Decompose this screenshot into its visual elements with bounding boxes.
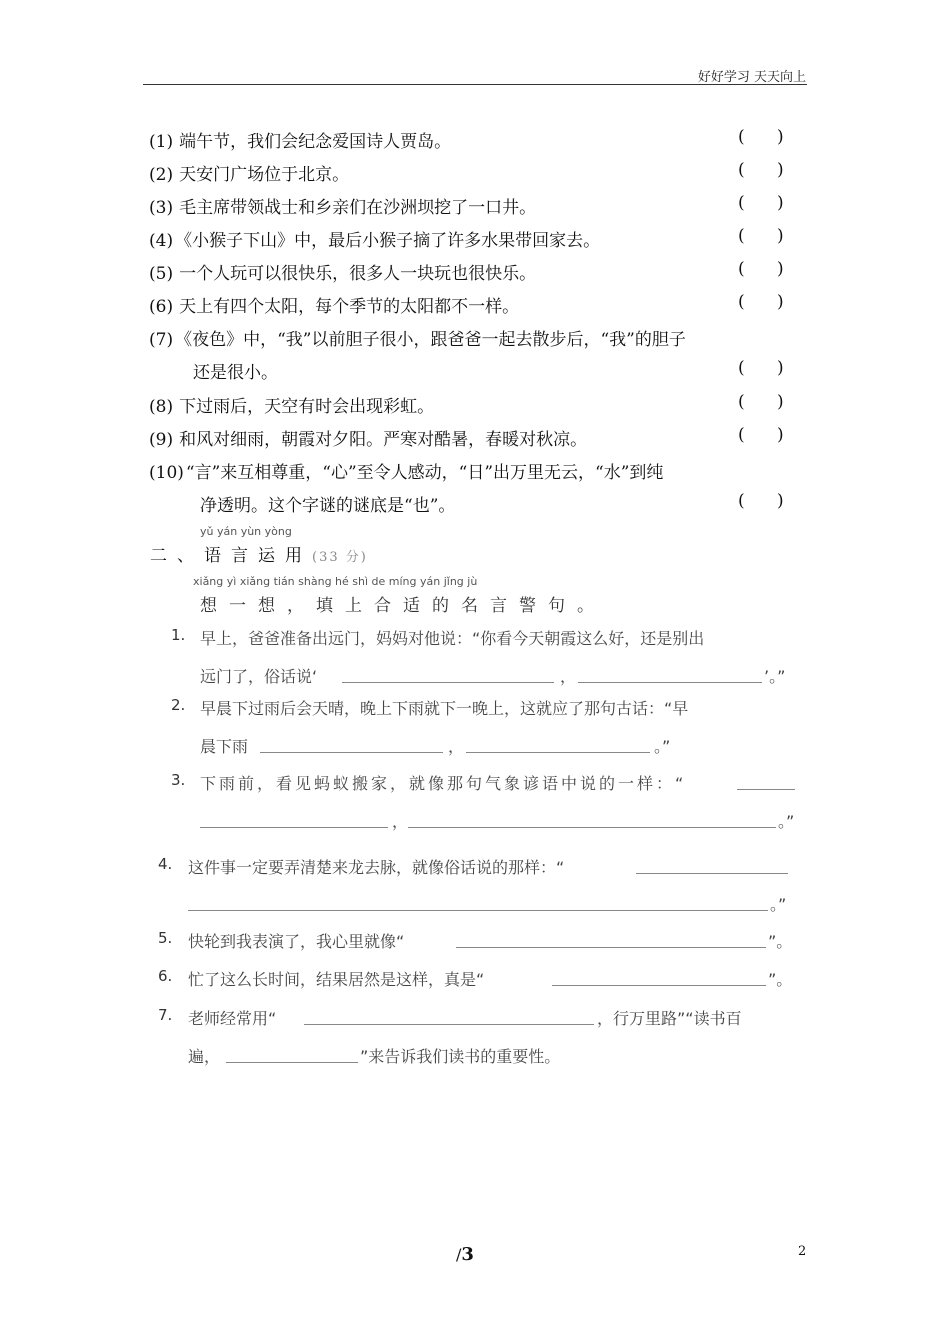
- answer-bracket[interactable]: ( ): [738, 358, 784, 378]
- answer-bracket[interactable]: ( ): [738, 392, 784, 412]
- tf-item-3: (3) 毛主席带领战士和乡亲们在沙洲坝挖了一口井。: [149, 198, 537, 218]
- q2-blank-1[interactable]: [260, 752, 443, 753]
- tf-item-10-continued: 净透明。这个字谜的谜底是“也”。: [200, 496, 456, 516]
- question-number: 1.: [171, 626, 186, 644]
- header-motto: 好好学习 天天向上: [697, 70, 806, 85]
- q1-end: ’。”: [764, 667, 786, 686]
- q2-end: 。”: [654, 737, 671, 756]
- question-number: 5.: [158, 929, 173, 947]
- tf-item-10: (10) “言”来互相尊重，“心”至令人感动，“日”出万里无云，“水”到纯: [149, 463, 664, 483]
- q5-end: ”。: [768, 932, 793, 951]
- page-number: 2: [798, 1244, 807, 1259]
- q6-text: 忙了这么长时间，结果居然是这样，真是“: [188, 970, 485, 989]
- answer-bracket[interactable]: ( ): [738, 491, 784, 511]
- tf-item-4: (4) 《小猴子下山》中，最后小猴子摘了许多水果带回家去。: [149, 231, 601, 251]
- q1-prefix: 远门了，俗话说‘: [200, 667, 318, 686]
- section-title-pinyin: yǔ yán yùn yòng: [200, 525, 292, 538]
- answer-bracket[interactable]: ( ): [738, 259, 784, 279]
- q3-blank-2[interactable]: [408, 827, 776, 828]
- tf-item-7: (7) 《夜色》中，“我”以前胆子很小，跟爸爸一起去散步后，“我”的胆子: [149, 330, 686, 350]
- q3-end: 。”: [778, 812, 795, 831]
- tf-item-9: (9) 和风对细雨，朝霞对夕阳。严寒对酷暑，春暖对秋凉。: [149, 430, 588, 450]
- q6-end: ”。: [768, 970, 793, 989]
- q7-prefix-2: 遍，: [188, 1047, 221, 1066]
- q4-blank-1a[interactable]: [636, 873, 788, 874]
- q1-text: 早上，爸爸准备出远门，妈妈对他说：“你看今天朝霞这么好，还是别出: [200, 629, 705, 648]
- q1-comma: ，: [560, 667, 577, 686]
- answer-bracket[interactable]: ( ): [738, 160, 784, 180]
- answer-bracket[interactable]: ( ): [738, 292, 784, 312]
- q3-text: 下雨前，看见蚂蚁搬家，就像那句气象谚语中说的一样：“: [200, 774, 687, 793]
- q4-text: 这件事一定要弄清楚来龙去脉，就像俗话说的那样：“: [188, 858, 565, 877]
- subsection-title: 想一想，填上合适的名言警句。: [200, 596, 606, 616]
- tf-item-5: (5) 一个人玩可以很快乐，很多人一块玩也很快乐。: [149, 264, 537, 284]
- tf-item-1: (1) 端午节，我们会纪念爱国诗人贾岛。: [149, 132, 452, 152]
- tf-item-8: (8) 下过雨后，天空有时会出现彩虹。: [149, 397, 435, 417]
- question-number: 6.: [158, 967, 173, 985]
- answer-bracket[interactable]: ( ): [738, 226, 784, 246]
- question-number: 4.: [158, 855, 173, 873]
- q7-middle: ，行万里路”“读书百: [597, 1009, 742, 1028]
- q2-text: 早晨下过雨后会天晴，晚上下雨就下一晚上，这就应了那句古话：“早: [200, 699, 689, 718]
- q6-blank[interactable]: [552, 985, 766, 986]
- tf-item-6: (6) 天上有四个太阳，每个季节的太阳都不一样。: [149, 297, 520, 317]
- q3-blank-1a[interactable]: [737, 789, 795, 790]
- q1-blank-1[interactable]: [342, 682, 554, 683]
- q3-comma: ，: [392, 812, 409, 831]
- section-title: 二、语言运用(33 分): [150, 546, 368, 566]
- q2-comma: ，: [448, 737, 465, 756]
- question-number: 3.: [171, 771, 186, 789]
- q4-blank-1b[interactable]: [188, 910, 768, 911]
- question-number: 7.: [158, 1006, 173, 1024]
- q7-blank-2[interactable]: [226, 1062, 358, 1063]
- q5-text: 快轮到我表演了，我心里就像“: [188, 932, 405, 951]
- q7-prefix: 老师经常用“: [188, 1009, 277, 1028]
- subsection-title-pinyin: xiǎng yì xiǎng tián shàng hé shì de míng yán jǐng jù: [193, 575, 478, 588]
- q1-blank-2[interactable]: [578, 682, 762, 683]
- q5-blank[interactable]: [456, 947, 766, 948]
- answer-bracket[interactable]: ( ): [738, 425, 784, 445]
- q2-blank-2[interactable]: [466, 752, 650, 753]
- tf-item-2: (2) 天安门广场位于北京。: [149, 165, 350, 185]
- q7-end: ”来告诉我们读书的重要性。: [360, 1047, 561, 1066]
- question-number: 2.: [171, 696, 186, 714]
- header-divider: [143, 84, 807, 85]
- q2-prefix: 晨下雨: [200, 737, 249, 756]
- q4-end: 。”: [770, 895, 787, 914]
- section-score: (33 分): [312, 550, 368, 565]
- q3-blank-1b[interactable]: [200, 827, 388, 828]
- tf-item-7-continued: 还是很小。: [193, 363, 278, 383]
- answer-bracket[interactable]: ( ): [738, 193, 784, 213]
- page-mark: /3: [456, 1244, 474, 1265]
- q7-blank-1[interactable]: [304, 1024, 594, 1025]
- answer-bracket[interactable]: ( ): [738, 127, 784, 147]
